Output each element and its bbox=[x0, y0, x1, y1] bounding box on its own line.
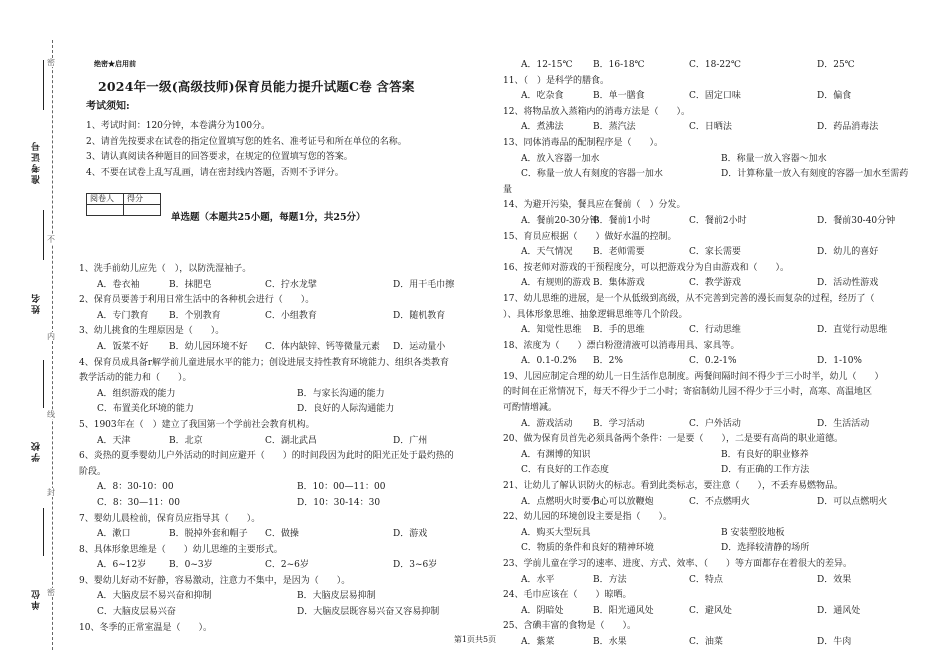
option-item[interactable]: B．幼儿园环境不好 bbox=[169, 341, 248, 352]
binding-label: 姓名 bbox=[32, 292, 42, 314]
option-row bbox=[79, 496, 499, 512]
binding-tick: 封 bbox=[47, 488, 55, 497]
option-row bbox=[503, 323, 923, 339]
question-stem: 23、学前儿童在学习的速率、进度、方式、效率、（ ）等方面都存在着很大的差异。 bbox=[503, 559, 852, 569]
option-row bbox=[79, 387, 499, 403]
option-item[interactable]: C．日晒法 bbox=[689, 122, 732, 133]
questions-right bbox=[503, 58, 923, 651]
option-row bbox=[79, 527, 499, 543]
option-item[interactable]: C．8：30—11：00 bbox=[97, 497, 180, 508]
option-item[interactable]: C．教学游戏 bbox=[689, 278, 741, 289]
option-item[interactable]: C．18-22℃ bbox=[689, 60, 741, 70]
option-item[interactable]: C．固定口味 bbox=[689, 91, 741, 102]
option-item[interactable]: A．紫菜 bbox=[521, 636, 555, 647]
option-item[interactable]: C．不点燃明火 bbox=[689, 496, 750, 507]
option-item[interactable]: A．饭菜不好 bbox=[97, 341, 149, 352]
option-item[interactable]: C．油菜 bbox=[689, 636, 723, 647]
binding-tick: 密 bbox=[47, 58, 55, 67]
option-row bbox=[503, 167, 923, 183]
option-item[interactable]: B．餐前1小时 bbox=[593, 215, 651, 226]
option-row bbox=[79, 340, 499, 356]
question-stem: 6、炎热的夏季婴幼儿户外活动的时间应避开（ ）的时间段因为此时的阳光正处于最灼热的 bbox=[79, 451, 454, 462]
binding-tick: 线 bbox=[47, 410, 55, 419]
option-item[interactable]: D．广州 bbox=[393, 435, 428, 446]
question-stem: 9、婴幼儿好动不好静，容易激动，注意力不集中，是因为（ ）。 bbox=[79, 575, 351, 586]
option-row bbox=[503, 604, 923, 620]
option-row bbox=[503, 354, 923, 370]
option-item[interactable]: B．阳光通风处 bbox=[593, 605, 654, 616]
binding-label: 单位 bbox=[32, 588, 42, 610]
binding-field[interactable] bbox=[43, 360, 44, 408]
question-stem: 教学活动的能力和（ ）。 bbox=[79, 373, 192, 384]
notice-heading: 考试须知: bbox=[86, 101, 130, 112]
grader-blank[interactable] bbox=[87, 205, 124, 216]
question-stem: 1、洗手前幼儿应先（ ），以防洗湿袖子。 bbox=[79, 264, 252, 274]
section-heading: 单选题（本题共25小题，每题1分，共25分） bbox=[171, 212, 366, 223]
option-row bbox=[503, 495, 923, 511]
option-item[interactable]: A．组织游戏的能力 bbox=[97, 388, 176, 399]
option-row bbox=[503, 152, 923, 168]
seal-line bbox=[52, 40, 53, 650]
question-stem: 3、幼儿挑食的生理原因是（ ）。 bbox=[79, 326, 225, 337]
option-item[interactable]: D．良好的人际沟通能力 bbox=[297, 404, 395, 415]
option-row bbox=[79, 558, 499, 574]
option-row bbox=[503, 573, 923, 589]
option-item[interactable]: A．12-15℃ bbox=[521, 60, 573, 70]
question-stem: 12、将物品放入蒸箱内的消毒方法是（ ）。 bbox=[503, 106, 690, 117]
option-item[interactable]: A．放入容器一加水 bbox=[521, 153, 600, 164]
score-cell: 得分 bbox=[124, 194, 161, 205]
binding-label: 准考证号 bbox=[32, 140, 42, 184]
question-stem: 25、含碘丰富的食物是（ ）。 bbox=[503, 621, 636, 632]
option-item[interactable]: A．水平 bbox=[521, 574, 555, 585]
option-item[interactable]: D．运动量小 bbox=[393, 341, 446, 352]
option-item[interactable]: A．购买大型玩具 bbox=[521, 527, 591, 538]
option-row bbox=[79, 402, 499, 418]
option-item[interactable]: C．湖北武昌 bbox=[265, 435, 317, 446]
option-item[interactable]: B 安装塑胶地板 bbox=[721, 527, 785, 538]
notice-item: 3、请认真阅读各种题目的回答要求，在规定的位置填写您的答案。 bbox=[86, 152, 353, 163]
option-item[interactable]: A．阴暗处 bbox=[521, 605, 564, 616]
option-item[interactable]: C．特点 bbox=[689, 574, 723, 585]
option-item[interactable]: A．卷衣袖 bbox=[97, 279, 140, 290]
grader-cell: 阅卷人 bbox=[87, 194, 124, 205]
option-item[interactable]: C．体内缺锌、钙等微量元素 bbox=[265, 341, 380, 352]
score-blank[interactable] bbox=[124, 205, 161, 216]
option-row bbox=[503, 245, 923, 261]
question-stem: 19、儿园应制定合理的幼儿一日生活作息制度。两餐间隔时间不得少于三小时半，幼儿（ ） bbox=[503, 371, 884, 382]
option-row bbox=[503, 58, 923, 74]
option-row bbox=[79, 309, 499, 325]
notice-item: 4、不要在试卷上乱写乱画，请在密封线内答题，否则不予评分。 bbox=[86, 167, 344, 178]
option-item[interactable]: A．吃杂食 bbox=[521, 91, 564, 102]
option-item[interactable]: B．方法 bbox=[593, 574, 627, 585]
question-stem: 可酌情增减。 bbox=[503, 403, 558, 414]
option-item[interactable]: D．效果 bbox=[817, 574, 852, 585]
option-item[interactable]: C．避风处 bbox=[689, 605, 732, 616]
option-item[interactable]: A．有规则的游戏 bbox=[521, 278, 591, 289]
option-item[interactable]: A．天气情况 bbox=[521, 247, 573, 258]
option-item[interactable]: B．个别教育 bbox=[169, 310, 221, 321]
option-item[interactable]: A．0.1-0.2% bbox=[521, 356, 577, 367]
option-row bbox=[503, 526, 923, 542]
option-item[interactable]: B．10：00—11：00 bbox=[297, 482, 386, 493]
question-stem: 21、让幼儿了解认识防火的标志。看到此类标志，要注意（ ），不丢弃易燃物品。 bbox=[503, 481, 843, 492]
option-item[interactable]: C．大脑皮层易兴奋 bbox=[97, 607, 176, 618]
option-item[interactable]: A．天津 bbox=[97, 435, 131, 446]
option-item[interactable]: D．10：30-14：30 bbox=[297, 497, 381, 508]
binding-margin bbox=[0, 0, 72, 671]
option-row bbox=[79, 480, 499, 496]
option-item[interactable]: D．有正确的工作方法 bbox=[721, 465, 810, 476]
option-item[interactable]: C．物质的条件和良好的精神环境 bbox=[521, 543, 654, 554]
option-row bbox=[79, 434, 499, 450]
option-item[interactable]: C．餐前2小时 bbox=[689, 215, 747, 226]
notice-item: 1、考试时间：120分钟，本卷满分为100分。 bbox=[86, 121, 271, 131]
option-item[interactable]: D．大脑皮层既容易兴奋又容易抑制 bbox=[297, 607, 440, 618]
option-item[interactable]: C．有良好的工作态度 bbox=[521, 465, 609, 476]
questions-left bbox=[79, 262, 499, 636]
binding-tick: 不 bbox=[47, 235, 55, 244]
option-item[interactable]: A．有渊博的知识 bbox=[521, 449, 591, 460]
secret-mark: 绝密★启用前 bbox=[94, 59, 136, 68]
question-stem: 5、1903年在（ ）建立了我国第一个学前社会教育机构。 bbox=[79, 419, 315, 430]
option-item[interactable]: B．集体游戏 bbox=[593, 278, 645, 289]
option-item[interactable]: D．25℃ bbox=[817, 60, 855, 70]
option-row bbox=[503, 214, 923, 230]
option-item[interactable]: A．点燃明火时要小心 bbox=[521, 496, 609, 507]
option-item[interactable]: C．0.2-1% bbox=[689, 356, 737, 367]
question-stem: 14、为避开污染，餐具应在餐前（ ）分发。 bbox=[503, 200, 686, 211]
option-item[interactable]: C．户外活动 bbox=[689, 418, 741, 429]
notice-list bbox=[86, 116, 407, 178]
option-item[interactable]: A．6~12岁 bbox=[97, 560, 147, 571]
option-item[interactable]: C．做操 bbox=[265, 529, 299, 540]
notice-item: 2、请首先按要求在试卷的指定位置填写您的姓名、准考证号和所在单位的名称。 bbox=[86, 136, 407, 147]
binding-field[interactable] bbox=[43, 60, 44, 110]
option-row bbox=[503, 417, 923, 433]
option-row bbox=[79, 589, 499, 605]
option-item[interactable]: B．北京 bbox=[169, 435, 203, 446]
option-item[interactable]: D．活动性游戏 bbox=[817, 278, 879, 289]
question-stem: 15、育员应根据（ ）做好水温的控制。 bbox=[503, 231, 677, 242]
question-stem: 24、毛巾应该在（ ）晾晒。 bbox=[503, 590, 632, 601]
option-item[interactable]: A．8：30-10：00 bbox=[97, 482, 174, 493]
option-row bbox=[79, 605, 499, 621]
option-item[interactable]: B．可以放鞭炮 bbox=[593, 496, 654, 507]
option-item[interactable]: A．煮沸法 bbox=[521, 122, 564, 133]
option-item[interactable]: D．餐前30-40分钟 bbox=[817, 215, 896, 226]
option-row bbox=[503, 276, 923, 292]
option-item[interactable]: D．通风处 bbox=[817, 605, 861, 616]
question-stem: 4、保育员成具备r解学前儿童进展水平的能力；创设进展支持性教育环境能力、组织各类教育 bbox=[79, 357, 450, 368]
question-stem: 16、按老师对游戏的干预程度分，可以把游戏分为自由游戏和（ ）。 bbox=[503, 262, 789, 273]
option-item[interactable]: D．牛肉 bbox=[817, 636, 852, 647]
option-row bbox=[503, 89, 923, 105]
option-item[interactable]: A．漱口 bbox=[97, 529, 131, 540]
option-item[interactable]: B．与家长沟通的能力 bbox=[297, 388, 385, 399]
option-item[interactable]: C．称量一放人有刻度的容器一加水 bbox=[521, 169, 663, 180]
option-row bbox=[503, 463, 923, 479]
option-item[interactable]: B．脱掉外套和帽子 bbox=[169, 529, 248, 540]
binding-label: 学校 bbox=[32, 440, 42, 462]
question-stem: 10、冬季的正常室温是（ ）。 bbox=[79, 622, 212, 633]
question-stem: ）、具体形象思维、抽象逻辑思维等几个阶段。 bbox=[503, 309, 688, 320]
question-stem: 18、浓度为（ ）漂白粉澄清液可以消毒用具、家具等。 bbox=[503, 340, 740, 351]
question-stem: 阶段。 bbox=[79, 466, 107, 477]
question-stem: 17、幼儿思维的进展，是一个从低级到高级，从不完善到完善的漫长而复杂的过程，经历了（ bbox=[503, 293, 875, 304]
option-item[interactable]: D．用干毛巾擦 bbox=[393, 279, 455, 290]
option-item[interactable]: A．知觉性思维 bbox=[521, 325, 582, 336]
option-item[interactable]: D．可以点燃明火 bbox=[817, 496, 888, 507]
question-stem: 13、同体消毒品的配制程序是（ ）。 bbox=[503, 137, 663, 148]
option-item[interactable]: C．拧水龙擘 bbox=[265, 279, 317, 290]
option-item[interactable]: B．学习活动 bbox=[593, 418, 645, 429]
option-item[interactable]: A．餐前20-30分钟 bbox=[521, 215, 599, 226]
exam-title: 2024年一级(高级技师)保育员能力提升试题C卷 含答案 bbox=[98, 79, 415, 94]
option-item[interactable]: D．3~6岁 bbox=[393, 560, 438, 571]
option-item[interactable]: B．大脑皮层易抑制 bbox=[297, 591, 376, 602]
score-table bbox=[86, 193, 161, 216]
option-item[interactable]: B．0~3岁 bbox=[169, 560, 213, 571]
question-stem: 7、婴幼儿晨检前，保育员应指导其（ ）。 bbox=[79, 513, 261, 524]
binding-tick: 内 bbox=[47, 332, 55, 341]
option-item[interactable]: B．蒸汽法 bbox=[593, 122, 636, 133]
question-stem: 2、保育员要善于利用日常生活中的各种机会进行（ ）。 bbox=[79, 295, 315, 306]
option-item[interactable]: C．行动思维 bbox=[689, 325, 741, 336]
option-item[interactable]: B．称量一放入容器～加水 bbox=[721, 153, 827, 164]
option-item[interactable]: B．老师需要 bbox=[593, 247, 645, 258]
question-stem: 11、（ ）是科学的膳食。 bbox=[503, 75, 609, 86]
option-row bbox=[503, 448, 923, 464]
page-footer: 第1页共5页 bbox=[453, 635, 497, 644]
option-item[interactable]: D．直觉行动思维 bbox=[817, 325, 888, 336]
option-item[interactable]: D．随机教育 bbox=[393, 310, 446, 321]
question-tail: 量 bbox=[503, 184, 513, 195]
option-item[interactable]: A．大脑皮层不易兴奋和抑制 bbox=[97, 591, 212, 602]
option-item[interactable]: A．游戏活动 bbox=[521, 418, 573, 429]
option-item[interactable]: D．幼儿的喜好 bbox=[817, 247, 879, 258]
question-stem: 22、幼儿园的环境创设主要是指（ ）。 bbox=[503, 512, 672, 523]
option-item[interactable]: B．抹肥皂 bbox=[169, 279, 212, 290]
option-item[interactable]: B．手的思维 bbox=[593, 325, 645, 336]
option-row bbox=[79, 278, 499, 294]
option-item[interactable]: C．小组教育 bbox=[265, 310, 317, 321]
option-item[interactable]: D．生活活动 bbox=[817, 418, 870, 429]
binding-field[interactable] bbox=[43, 508, 44, 556]
option-item[interactable]: D．计算称量一放入有刻度的容器一加水至需药 bbox=[721, 169, 909, 180]
binding-tick: 密 bbox=[47, 588, 55, 597]
option-item[interactable]: B．2% bbox=[593, 356, 623, 367]
option-item[interactable]: C．布置美化环境的能力 bbox=[97, 404, 194, 415]
binding-field[interactable] bbox=[43, 210, 44, 260]
option-row bbox=[503, 120, 923, 136]
option-item[interactable]: D．1-10% bbox=[817, 356, 862, 367]
option-item[interactable]: B．水果 bbox=[593, 636, 627, 647]
option-item[interactable]: B．单一膳食 bbox=[593, 91, 645, 102]
question-stem: 20、做为保育员首先必须具备两个条件：一是要（ ），二是要有高尚的职业道德。 bbox=[503, 434, 843, 445]
option-item[interactable]: A．专门教育 bbox=[97, 310, 149, 321]
option-row bbox=[503, 541, 923, 557]
option-item[interactable]: B．16-18℃ bbox=[593, 60, 645, 70]
option-item[interactable]: D．偏食 bbox=[817, 91, 852, 102]
option-item[interactable]: D．游戏 bbox=[393, 529, 428, 540]
question-stem: 的时间在正常情况下，每天不得少于二小时；寄宿制幼儿园不得少于三小时，高寒、高温地区 bbox=[503, 387, 873, 398]
option-item[interactable]: D．药品消毒法 bbox=[817, 122, 879, 133]
option-item[interactable]: C．家长需要 bbox=[689, 247, 741, 258]
option-item[interactable]: B．有良好的职业修养 bbox=[721, 449, 809, 460]
option-item[interactable]: C．2~6岁 bbox=[265, 560, 309, 571]
question-stem: 8、具体形象思维是（ ）幼儿思维的主要形式。 bbox=[79, 544, 283, 555]
option-item[interactable]: D．选择较清静的场所 bbox=[721, 543, 810, 554]
